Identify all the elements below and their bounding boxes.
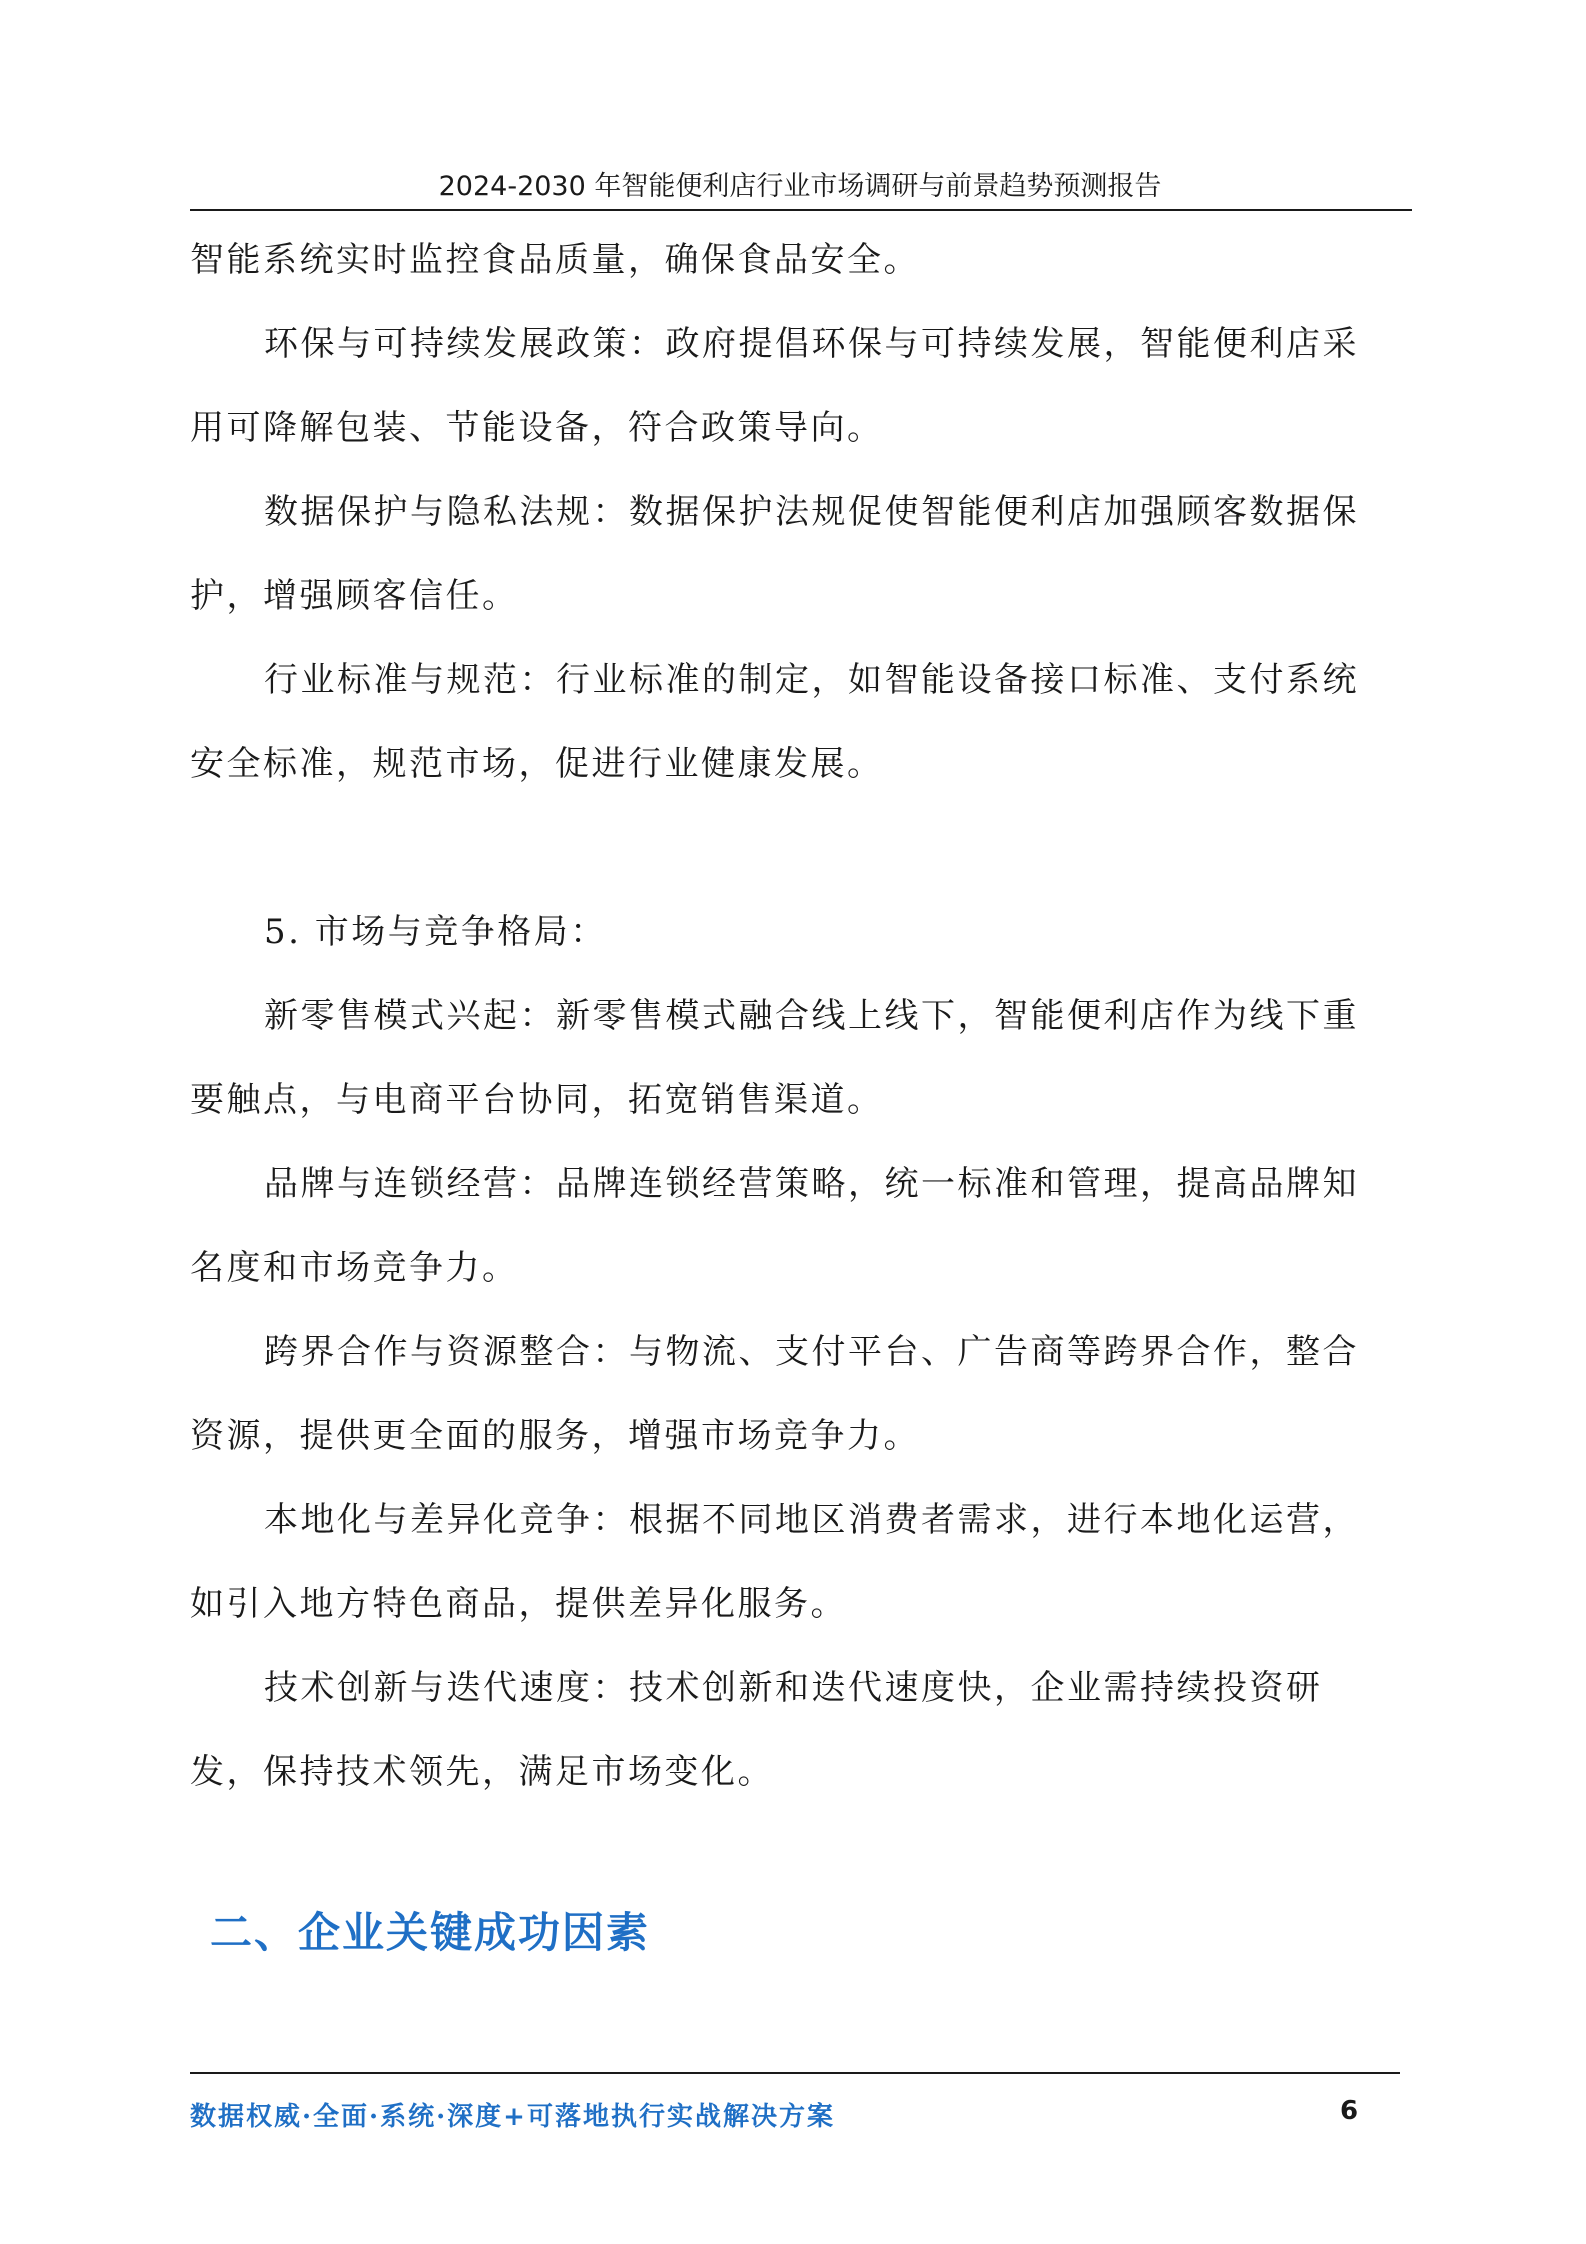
paragraph-line: 安全标准，规范市场，促进行业健康发展。: [190, 744, 884, 784]
paragraph-line: 发，保持技术领先，满足市场变化。: [190, 1752, 774, 1792]
paragraph-line: 数据保护与隐私法规：数据保护法规促使智能便利店加强顾客数据保: [264, 492, 1359, 532]
footer-slogan: 数据权威·全面·系统·深度+可落地执行实战解决方案: [190, 2102, 835, 2132]
paragraph-line: 智能系统实时监控食品质量，确保食品安全。: [190, 240, 920, 280]
paragraph-line: 技术创新与迭代速度：技术创新和迭代速度快，企业需持续投资研: [264, 1668, 1323, 1708]
paragraph-line: 行业标准与规范：行业标准的制定，如智能设备接口标准、支付系统: [264, 660, 1359, 700]
section-heading: 二、企业关键成功因素: [210, 1908, 651, 1957]
report-title: 2024-2030 年智能便利店行业市场调研与前景趋势预测报告: [438, 171, 1162, 202]
paragraph-line: 用可降解包装、节能设备，符合政策导向。: [190, 408, 884, 448]
header-divider: [190, 209, 1412, 211]
paragraph-line: 环保与可持续发展政策：政府提倡环保与可持续发展，智能便利店采: [264, 324, 1359, 364]
paragraph-line: 要触点，与电商平台协同，拓宽销售渠道。: [190, 1080, 884, 1120]
body-text: [190, 218, 1412, 1814]
paragraph-line: 资源，提供更全面的服务，增强市场竞争力。: [190, 1416, 920, 1456]
subsection-heading: 5. 市场与竞争格局：: [264, 912, 607, 952]
paragraph-line: 品牌与连锁经营：品牌连锁经营策略，统一标准和管理，提高品牌知: [264, 1164, 1359, 1204]
footer-divider: [190, 2072, 1400, 2074]
paragraph-line: 如引入地方特色商品，提供差异化服务。: [190, 1584, 847, 1624]
paragraph-line: 名度和市场竞争力。: [190, 1248, 519, 1288]
paragraph-line: 跨界合作与资源整合：与物流、支付平台、广告商等跨界合作，整合: [264, 1332, 1359, 1372]
page-number: 6: [1340, 2096, 1359, 2126]
paragraph-line: 护，增强顾客信任。: [190, 576, 519, 616]
paragraph-line: 本地化与差异化竞争：根据不同地区消费者需求，进行本地化运营，: [264, 1500, 1359, 1540]
paragraph-line: 新零售模式兴起：新零售模式融合线上线下，智能便利店作为线下重: [264, 996, 1359, 1036]
paragraph-gap: [190, 806, 1412, 890]
